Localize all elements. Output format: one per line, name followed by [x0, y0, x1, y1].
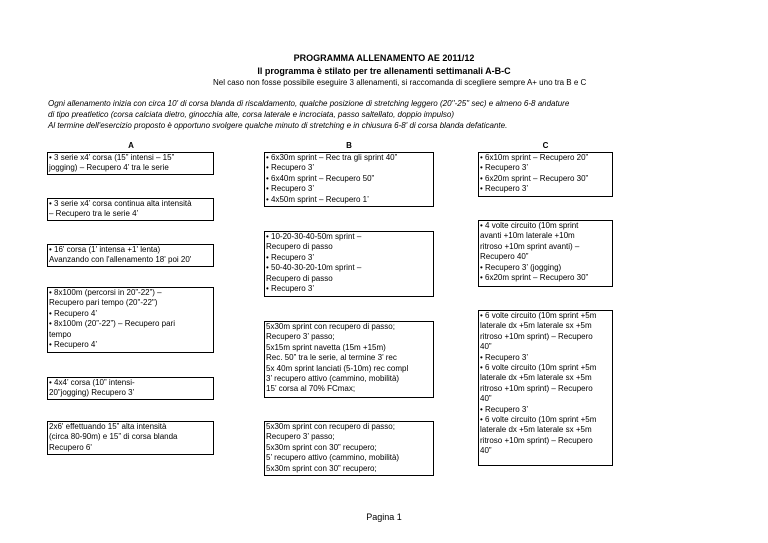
block-line: • 6x10m sprint – Recupero 20” [480, 153, 589, 162]
block-line: 3’ recupero attivo (cammino, mobilità) [266, 374, 400, 384]
page-number: Pagina 1 [366, 512, 402, 522]
workout-block [47, 244, 214, 267]
block-line: 5x 40m sprint lanciati (5-10m) rec compl [266, 363, 409, 373]
intro-line: di tipo preatletico (corsa calciata dietro, ginocchia alte, corsa laterale e incrociata, passo saltellato, doppio impulso) [48, 110, 454, 119]
block-line: Recupero 6' [49, 442, 92, 452]
block-line: • 3 serie x4’ corsa continua alta intensità [49, 199, 192, 208]
block-line: Recupero di passo [266, 242, 333, 252]
block-line: laterale dx +5m laterale sx +5m [480, 373, 592, 383]
block-line: laterale dx +5m laterale sx +5m [480, 321, 592, 331]
workout-block [47, 198, 214, 221]
block-line: Recupero 3’ passo; [266, 432, 335, 442]
workout-block [264, 421, 434, 476]
workout-block [264, 152, 434, 207]
block-line: • Recupero 3’ [266, 252, 315, 262]
block-line: • 4 volte circuito (10m sprint [480, 221, 579, 230]
block-line: • 6 volte circuito (10m sprint +5m [480, 363, 597, 373]
block-line: • Recupero 3’ [480, 404, 529, 414]
block-line: • Recupero 3’ [266, 163, 315, 173]
intro-line: Al termine dell'esercizio proposto è opportuno svolgere qualche minuto di stretching e in chiusura 6-8' di corsa blanda defaticante. [48, 121, 508, 130]
block-line: • 6x20m sprint – Recupero 30” [480, 173, 589, 183]
block-line: Rec. 50” tra le serie, al termine 3’ rec [266, 353, 397, 363]
block-line: 40” [480, 394, 492, 404]
block-line: • 6x40m sprint – Recupero 50” [266, 173, 375, 183]
block-line: • 16' corsa (1' intensa +1' lenta) [49, 245, 161, 254]
block-line: 5x15m sprint navetta (15m +15m) [266, 342, 386, 352]
block-line: ritroso +10m sprint) – Recupero [480, 331, 593, 341]
block-line: laterale dx +5m laterale sx +5m [480, 425, 592, 435]
block-line: • 3 serie x4’ corsa (15” intensi – 15” [49, 153, 175, 162]
block-line: • 10-20-30-40-50m sprint – [266, 232, 362, 241]
block-line: • 4x50m sprint – Recupero 1’ [266, 194, 369, 204]
block-line: • 6x30m sprint – Rec tra gli sprint 40” [266, 153, 398, 162]
block-line: • Recupero 4’ [49, 340, 98, 350]
column-header-c: C [542, 141, 549, 150]
block-line: • 4x4’ corsa (10” intensi- [49, 378, 135, 387]
block-line: ritroso +10m sprint) – Recupero [480, 435, 593, 445]
block-line: • 6 volte circuito (10m sprint +5m [480, 311, 597, 320]
block-line: 40” [480, 446, 492, 456]
block-line: 5x30m sprint con recupero di passo; [266, 422, 395, 431]
block-line: • Recupero 3’ [480, 184, 529, 194]
block-line: Recupero 3’ passo; [266, 332, 335, 342]
block-line: • 8x100m (percorsi in 20”-22”) – [49, 288, 162, 297]
block-line: 20”jogging) Recupero 3’ [49, 388, 135, 398]
workout-block [47, 377, 214, 400]
block-line: • Recupero 3’ [480, 352, 529, 362]
block-line: • 6 volte circuito (10m sprint +5m [480, 415, 597, 425]
block-line: 5x30m sprint con 30” recupero; [266, 463, 377, 473]
block-line: Recupero pari tempo (20"-22") [49, 298, 158, 308]
intro-line: Ogni allenamento inizia con circa 10' di corsa blanda di riscaldamento, qualche posizione di stretching leggero (20''-25'' sec) e almeno 6-8 andature [48, 99, 570, 108]
workout-block [264, 321, 434, 398]
workout-block [478, 220, 613, 287]
block-line: 5’ recupero attivo (cammino, mobilità) [266, 453, 400, 463]
workout-block [478, 310, 613, 466]
block-line: • Recupero 3’ [266, 184, 315, 194]
block-line: (circa 80-90m) e 15” di corsa blanda [49, 432, 178, 442]
block-line: • 8x100m (20”-22”) – Recupero pari [49, 319, 175, 329]
block-line: • Recupero 3’ [266, 284, 315, 294]
workout-block [47, 152, 214, 175]
column-header-b: B [346, 141, 352, 150]
block-line: 5x30m sprint con 30” recupero; [266, 442, 377, 452]
block-line: • 6x20m sprint – Recupero 30” [480, 273, 589, 283]
page-title: PROGRAMMA ALLENAMENTO AE 2011/12 [293, 53, 475, 63]
workout-block [47, 421, 214, 455]
block-line: 40” [480, 342, 492, 352]
column-header-a: A [128, 141, 134, 150]
block-line: • Recupero 3’ (jogging) [480, 262, 562, 272]
block-line: • 50-40-30-20-10m sprint – [266, 263, 362, 273]
block-line: Recupero di passo [266, 273, 333, 283]
workout-block [478, 152, 613, 197]
block-line: 5x30m sprint con recupero di passo; [266, 322, 395, 331]
recommendation-note: Nel caso non fosse possibile eseguire 3 allenamenti, si raccomanda di scegliere sempre A+ uno tra B e C [213, 78, 587, 87]
block-line: tempo [49, 329, 72, 339]
workout-block [264, 231, 434, 297]
block-line: 15’ corsa al 70% FCmax; [266, 384, 356, 394]
block-line: ritroso +10m sprint) – Recupero [480, 383, 593, 393]
block-line: ritroso +10m sprint avanti) – [480, 241, 580, 251]
block-line: jogging) – Recupero 4’ tra le serie [49, 163, 169, 173]
block-line: Recupero 40” [480, 252, 529, 262]
block-line: – Recupero tra le serie 4’ [49, 209, 139, 219]
block-line: • Recupero 3’ [480, 163, 529, 173]
block-line: Avanzando con l'allenamento 18' poi 20' [49, 255, 192, 265]
block-line: avanti +10m laterale +10m [480, 231, 575, 241]
page-subtitle: Il programma è stilato per tre allenamenti settimanali A-B-C [257, 66, 511, 76]
block-line: • Recupero 4’ [49, 308, 98, 318]
workout-block [47, 287, 214, 353]
block-line: 2x6' effettuando 15” alta intensità [49, 422, 167, 431]
